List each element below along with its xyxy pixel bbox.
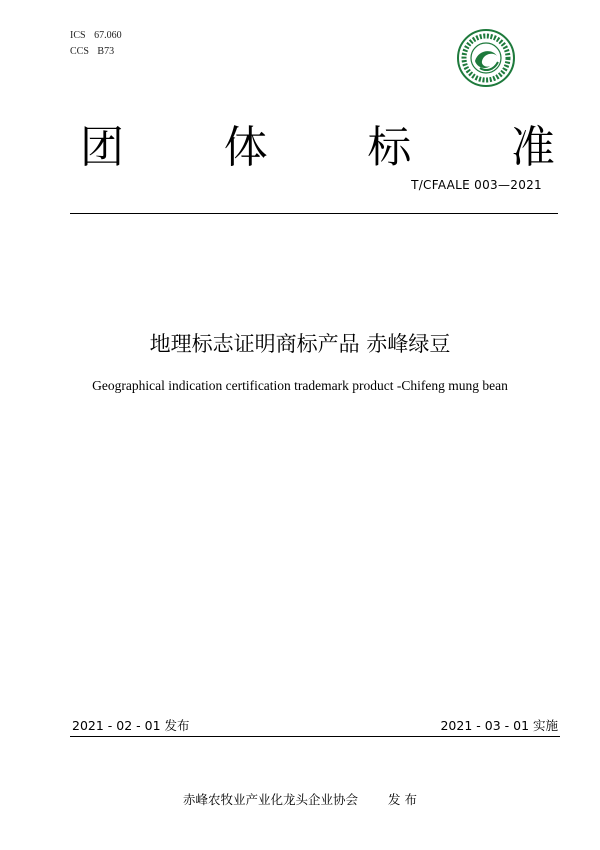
standard-type-char-4: 准 — [510, 122, 555, 173]
publisher-name: 赤峰农牧业产业化龙头企业协会 — [183, 792, 359, 807]
ics-code-row — [70, 28, 128, 44]
issue-date: 2021 - 02 - 01 发布 — [72, 718, 190, 733]
standard-type-char-3: 标 — [367, 122, 412, 173]
implementation-date: 2021 - 03 - 01 实施 — [440, 718, 558, 733]
standard-number: T/CFAALE 003—2021 — [411, 178, 542, 192]
footer-divider — [70, 736, 560, 737]
association-seal-icon — [456, 28, 516, 88]
ccs-value: B73 — [97, 46, 115, 57]
document-title-chinese: 地理标志证明商标产品 赤峰绿豆 — [149, 332, 451, 356]
standard-type-char-1: 团 — [80, 122, 124, 173]
ics-value: 67.060 — [94, 30, 122, 41]
ics-label: ICS — [70, 30, 86, 41]
publisher-action: 发 布 — [388, 792, 417, 807]
classification-codes — [70, 28, 128, 60]
standard-type-title — [80, 118, 555, 178]
header-divider — [70, 213, 558, 214]
document-title-english: Geographical indication certification trademark product -Chifeng mung bean — [92, 378, 508, 393]
standard-type-char-2: 体 — [223, 122, 268, 173]
publisher-line — [0, 790, 600, 808]
ccs-code-row — [70, 44, 128, 60]
ccs-label: CCS — [70, 46, 89, 57]
